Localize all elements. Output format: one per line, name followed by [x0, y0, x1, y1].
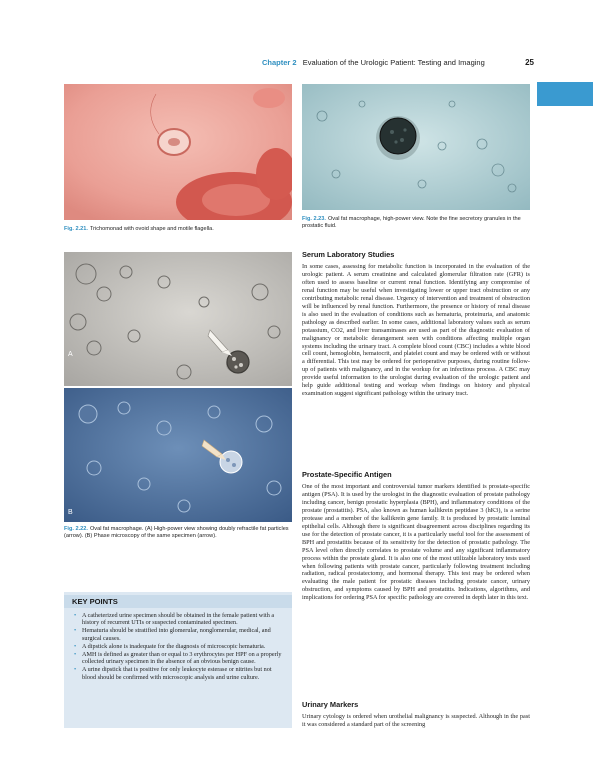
key-point-item: • Hematuria should be stratified into glomerular, nonglomerular, medical, and surgical causes.	[74, 627, 271, 642]
fig-2-22b-image	[64, 388, 292, 522]
bullet-icon: •	[74, 650, 77, 658]
key-points-list	[74, 612, 286, 682]
fig-2-21-label: Fig. 2.21.	[64, 226, 88, 232]
key-point-item: • A urine dipstick that is positive for only leukocyte esterase or nitrites but not blood should be confirmed with microscopic analysis and urine culture.	[74, 666, 272, 681]
psa-body	[302, 483, 530, 602]
key-point-item: • AMH is defined as greater than or equal to 3 erythrocytes per HPF on a properly collected urinary specimen in the absence of an obvious benign cause.	[74, 650, 282, 666]
panel-a-label: A	[68, 351, 73, 358]
key-points-title: KEY POINTS	[64, 595, 292, 608]
psa-heading: Prostate-Specific Antigen	[302, 470, 392, 479]
urinary-body	[302, 713, 530, 729]
bullet-icon: •	[74, 666, 77, 674]
fig-2-23-image	[302, 84, 530, 210]
key-point-item: • A catheterized urine specimen should be obtained in the female patient with a history of recurrent UTIs or suspected contaminated specimen.	[74, 612, 275, 627]
fig-2-21-caption	[64, 226, 292, 233]
psa-paragraph: One of the most important and controversial tumor markers identified is prostate-specific antigen (PSA). It is used by the urologist in the diagnostic evaluation of prostate pathology including cancer, benign prostatic hyperplasia (BPH), and inflammatory conditions of the prostate (prostatitis). PSA, also known as human kallikrein peptidase 3 (hK3), is a serine protease and a member of the kallikrein gene family. It is produced by prostatic luminal epithelial cells. Although there is significant disagreement across disciplines regarding its use for the detection of prostate cancer, it is a particularly useful tool for the assessment of BPH and prostatitis because of its sensitivity for the detection of prostatic pathology. The PSA level often directly correlates to prostate volume and any significant inflammatory process within the prostate gland. It is also one of the most utilizable laboratory tests used when following patients with prostate cancer, particularly following treatment including radiation, radical prostatectomy, and hormonal therapy. This test may be ordered when evaluating the male patient for prostatic diseases including prostate cancer, urinary obstruction, and symptoms caused by BPH and prostatitis. Indications, algorithms, and implications for ordering PSA for specific pathology are covered in depth later in this text.	[302, 483, 530, 602]
fig-2-22-label: Fig. 2.22.	[64, 526, 88, 532]
key-point-item: • A dipstick alone is inadequate for the diagnosis of microscopic hematuria.	[74, 642, 266, 650]
fig-2-23-label: Fig. 2.23.	[302, 216, 326, 222]
chapter-title: Evaluation of the Urologic Patient: Testing and Imaging	[302, 58, 485, 67]
serum-body	[302, 263, 530, 398]
fig-2-22-caption	[64, 526, 292, 540]
urinary-heading: Urinary Markers	[302, 700, 359, 709]
bullet-icon: •	[74, 642, 77, 650]
running-header	[262, 58, 534, 70]
fig-2-23-caption	[302, 216, 530, 230]
panel-b-label: B	[68, 509, 73, 516]
bullet-icon: •	[74, 612, 77, 619]
fig-2-23-text: Oval fat macrophage, high-power view. Note the fine secretory granules in the prostatic fluid.	[302, 216, 521, 229]
chapter-side-tab	[537, 82, 593, 106]
serum-heading: Serum Laboratory Studies	[302, 250, 395, 259]
serum-paragraph: In some cases, assessing for metabolic function is incorporated in the evaluation of the urologic patient. A serum creatinine and calculated glomerular filtration rate (GFR) is often used to assess baseline or current renal function. Identifying any compromise of renal function may be useful when investigating lower or upper tract obstruction or any contributing metabolic renal disease. Urgency of intervention and treatment of obstruction will be influenced by renal function. Furthermore, the presence or history of renal disease is also used in the evaluation of conditions such as hematuria, proteinuria, and anatomic pathology as described earlier. In some cases, additional laboratory values such as serum potassium, CO2, and liver transaminases are used as part of the diagnostic evaluation of malignancy or metabolic derangement seen with conditions affecting multiple organ systems including the urinary tract. A complete blood count (CBC) includes a white blood cell count, hemoglobin, hematocrit, and platelet count and may be ordered with or without a differential. This test may be ordered for perioperative purposes, during routine follow-up of patients with malignancy, and in the workup for an infectious process. A CBC may provide useful information to the urologist during evaluation of the urologic patient and help guide additional testing and workup when findings on history and physical examination suggest significant pathology within the urinary tract.	[302, 263, 530, 398]
fig-2-21-image	[64, 84, 292, 220]
fig-2-21-text: Trichomonad with ovoid shape and motile flagella.	[89, 226, 214, 232]
chapter-label: Chapter 2	[262, 58, 297, 67]
fig-2-22-text: Oval fat macrophage. (A) High-power view showing doubly refractile fat particles (arrow). (B) Phase microscopy of the same specimen (arrow).	[64, 526, 289, 539]
fig-2-22a-image	[64, 252, 292, 386]
urinary-paragraph: Urinary cytology is ordered when urothelial malignancy is suspected. Although in the past it was considered a standard part of the screening	[302, 713, 530, 728]
page-number: 25	[525, 58, 534, 67]
bullet-icon: •	[74, 627, 77, 635]
